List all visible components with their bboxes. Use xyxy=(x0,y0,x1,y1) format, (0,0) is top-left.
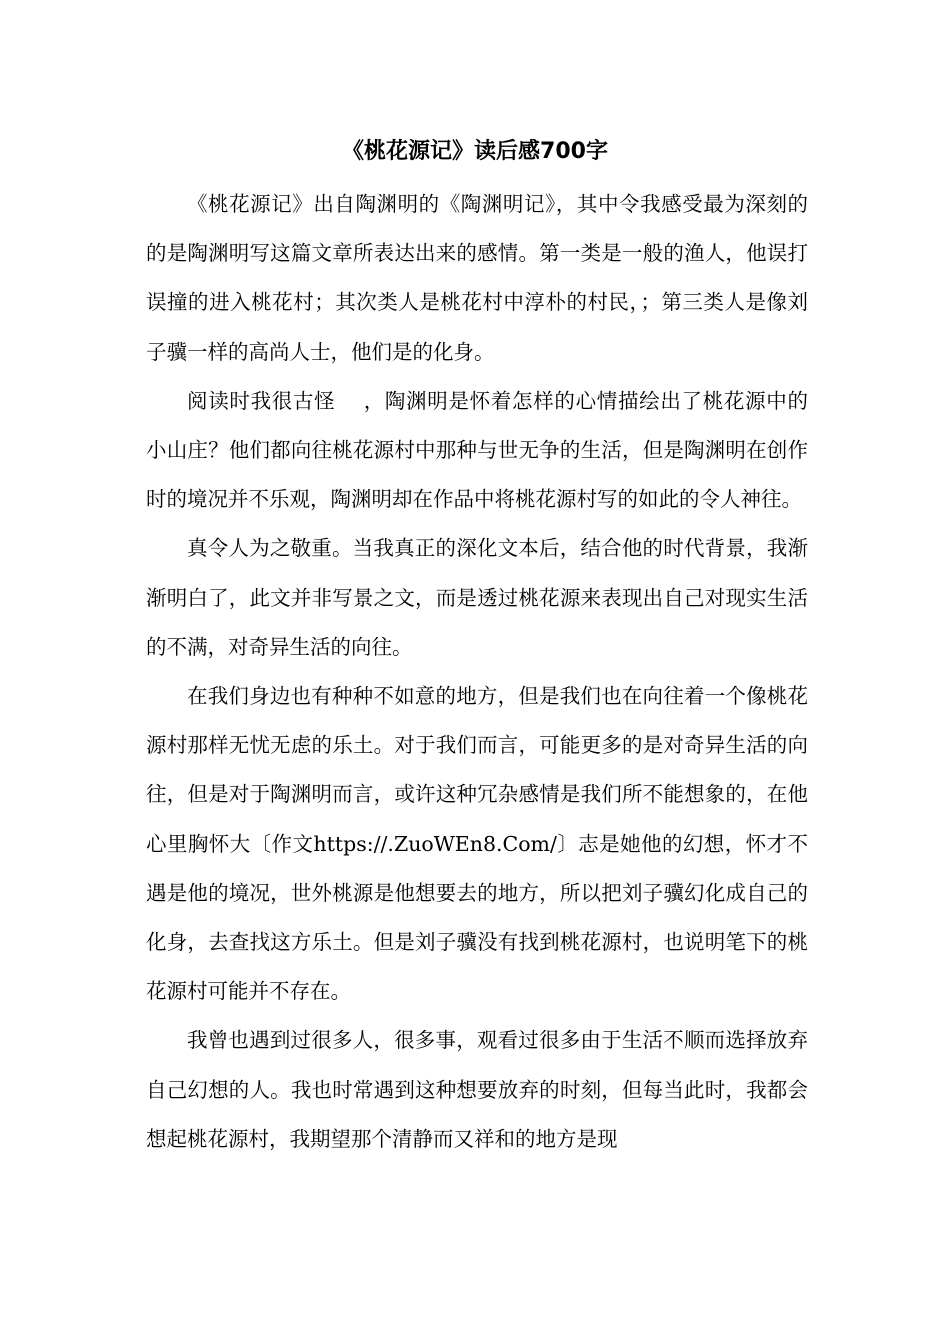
document-title: 《桃花源记》读后感700字 xyxy=(342,139,608,164)
paragraph-5: 我曾也遇到过很多人，很多事，观看过很多由于生活不顺而选择放弃自己幻想的人。我也时常遇到这种想要放弃的时刻，但每当此时，我都会想起桃花源村，我期望那个清静而又祥和的地方是现 xyxy=(146,1028,808,1151)
paragraph-2: 阅读时我很古怪 ，陶渊明是怀着怎样的心情描绘出了桃花源中的小山庄？他们都向往桃花源村中那种与世无争的生活，但是陶渊明在创作时的境况并不乐观，陶渊明却在作品中将桃花源村写的如此的令人神往。 xyxy=(146,388,808,512)
paragraph-1: 《桃花源记》出自陶渊明的《陶渊明记》，其中令我感受最为深刻的的是陶渊明写这篇文章所表达出来的感情。第一类是一般的渔人，他误打误撞的进入桃花村；其次类人是桃花村中淳朴的村民，；第三类人是像刘子骥一样的高尚人士，他们是的化身。 xyxy=(146,192,808,364)
document-body xyxy=(146,180,808,1164)
paragraph-3: 真令人为之敬重。当我真正的深化文本后，结合他的时代背景，我渐渐明白了，此文并非写景之文，而是透过桃花源来表现出自己对现实生活的不满，对奇异生活的向往。 xyxy=(146,536,808,659)
paragraph-4: 在我们身边也有种种不如意的地方，但是我们也在向往着一个像桃花源村那样无忧无虑的乐土。对于我们而言，可能更多的是对奇异生活的向往，但是对于陶渊明而言，或许这种冗杂感情是我们所不能想象的，在他心里胸怀大〔作文https://.ZuoWEn8.Com/〕志是她他的幻想，怀才不遇是他的境况，世外桃源是他想要去的地方，所以把刘子骥幻化成自己的化身，去查找这方乐土。但是刘子骥没有找到桃花源村，也说明笔下的桃花源村可能并不存在。 xyxy=(146,684,808,1004)
